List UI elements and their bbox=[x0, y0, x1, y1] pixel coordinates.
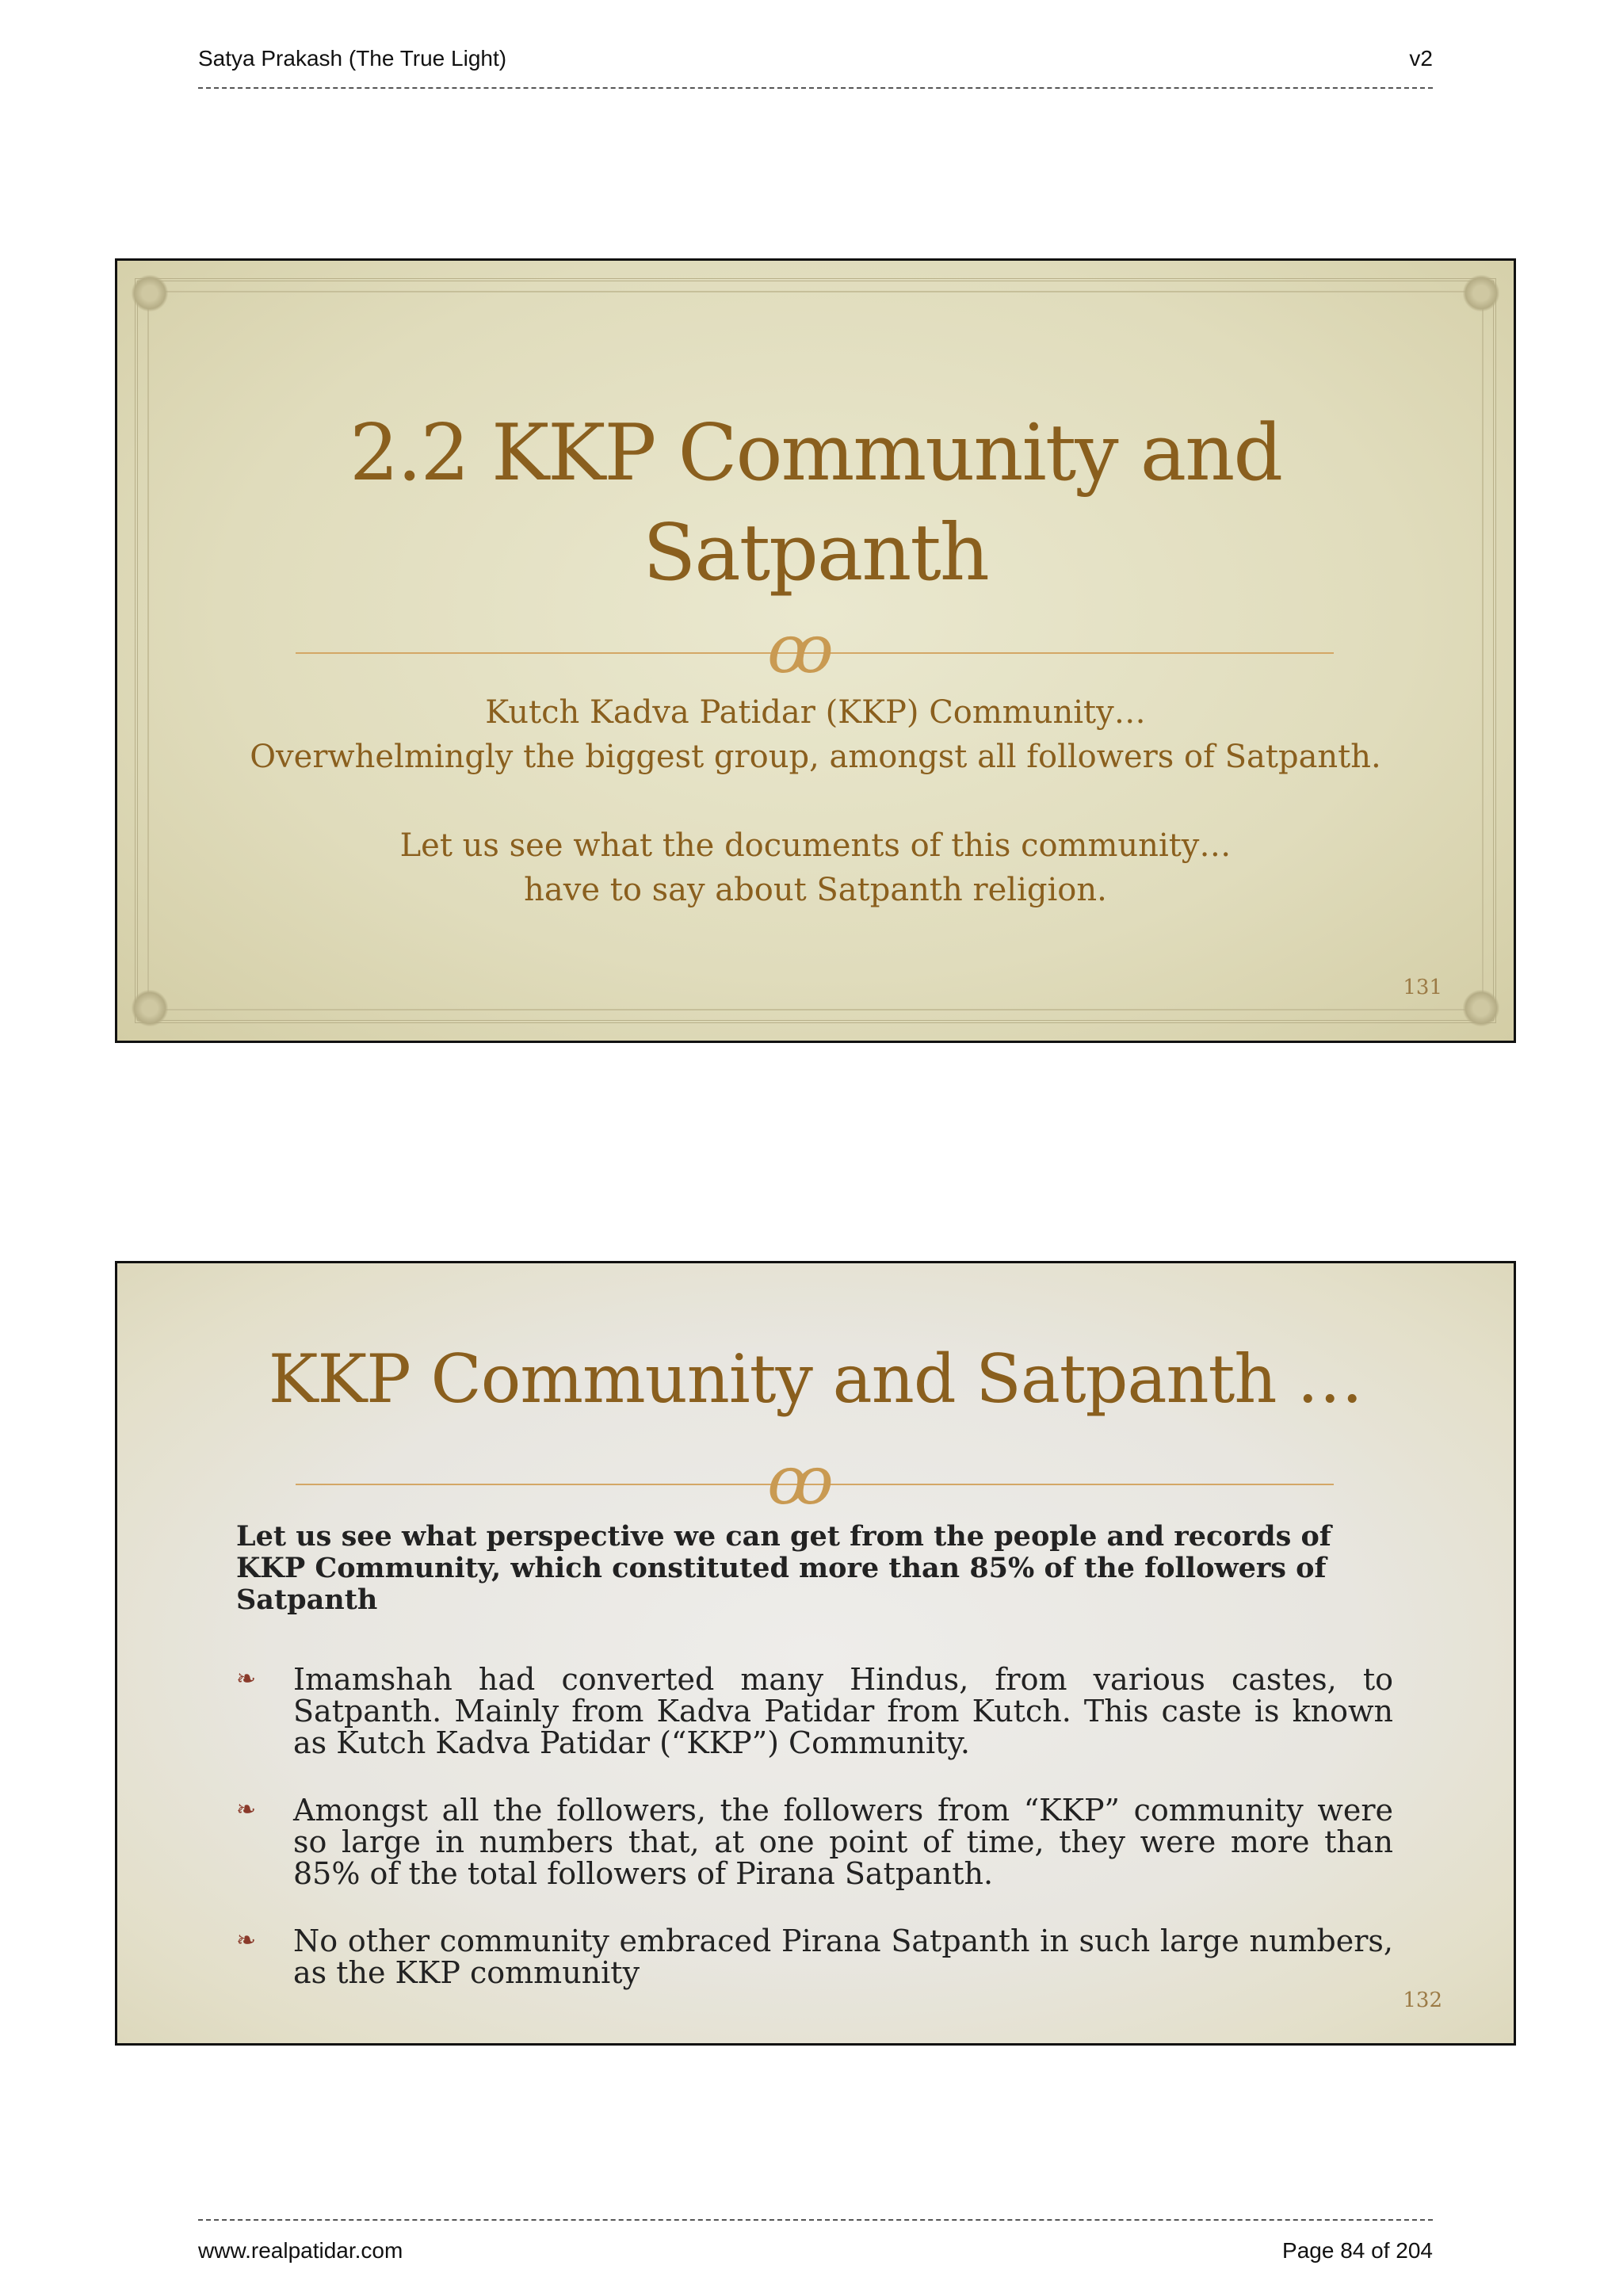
website-url: www.realpatidar.com bbox=[198, 2238, 403, 2263]
subtitle-line: Let us see what the documents of this community… bbox=[399, 827, 1232, 864]
leaf-bullet-icon: ❧ bbox=[236, 1927, 257, 1954]
bullet-text: No other community embraced Pirana Satpanth in such large numbers, as the KKP community bbox=[293, 1924, 1393, 1990]
swash-ornament-icon: ꝏ bbox=[767, 610, 834, 688]
page-number: Page 84 of 204 bbox=[1282, 2238, 1433, 2263]
slide-title-line: Satpanth bbox=[643, 508, 988, 598]
slide-number: 132 bbox=[1403, 1988, 1442, 2012]
bullet-item bbox=[236, 1925, 1393, 1988]
slide-131 bbox=[115, 258, 1516, 1043]
subtitle-line: Overwhelmingly the biggest group, amongst all followers of Satpanth. bbox=[250, 739, 1381, 775]
slide-number: 131 bbox=[1403, 976, 1442, 999]
swash-ornament-icon: ꝏ bbox=[767, 1442, 834, 1519]
bullet-item bbox=[236, 1664, 1393, 1759]
footer-divider bbox=[198, 2219, 1433, 2221]
bullet-item bbox=[236, 1794, 1393, 1889]
document-title: Satya Prakash (The True Light) bbox=[198, 46, 507, 71]
slide-title bbox=[117, 403, 1514, 603]
leaf-bullet-icon: ❧ bbox=[236, 1796, 257, 1824]
corner-ornament bbox=[132, 275, 168, 311]
bullet-text: Amongst all the followers, the followers from “KKP” community were so large in numbers that, at one point of time, they were more than 85% of the total followers of Pirana Satpanth. bbox=[293, 1793, 1393, 1891]
subtitle-line: Kutch Kadva Patidar (KKP) Community… bbox=[485, 694, 1146, 731]
slide-title: KKP Community and Satpanth … bbox=[268, 1340, 1363, 1418]
corner-ornament bbox=[1463, 275, 1499, 311]
header-divider bbox=[198, 87, 1433, 89]
slide-132 bbox=[115, 1261, 1516, 2046]
corner-ornament bbox=[132, 990, 168, 1026]
document-version: v2 bbox=[1409, 46, 1433, 71]
bullet-text: Imamshah had converted many Hindus, from various castes, to Satpanth. Mainly from Kadva Patidar from Kutch. This caste is known as Kutch Kadva Patidar (“KKP”) Community. bbox=[293, 1662, 1393, 1760]
slide-title-line: 2.2 KKP Community and bbox=[349, 408, 1282, 499]
leaf-bullet-icon: ❧ bbox=[236, 1665, 257, 1693]
corner-ornament bbox=[1463, 990, 1499, 1026]
lead-paragraph: Let us see what perspective we can get from the people and records of KKP Community, which constituted more than 85% of the followers of Satpanth bbox=[236, 1520, 1331, 1616]
subtitle-line: have to say about Satpanth religion. bbox=[524, 872, 1107, 908]
